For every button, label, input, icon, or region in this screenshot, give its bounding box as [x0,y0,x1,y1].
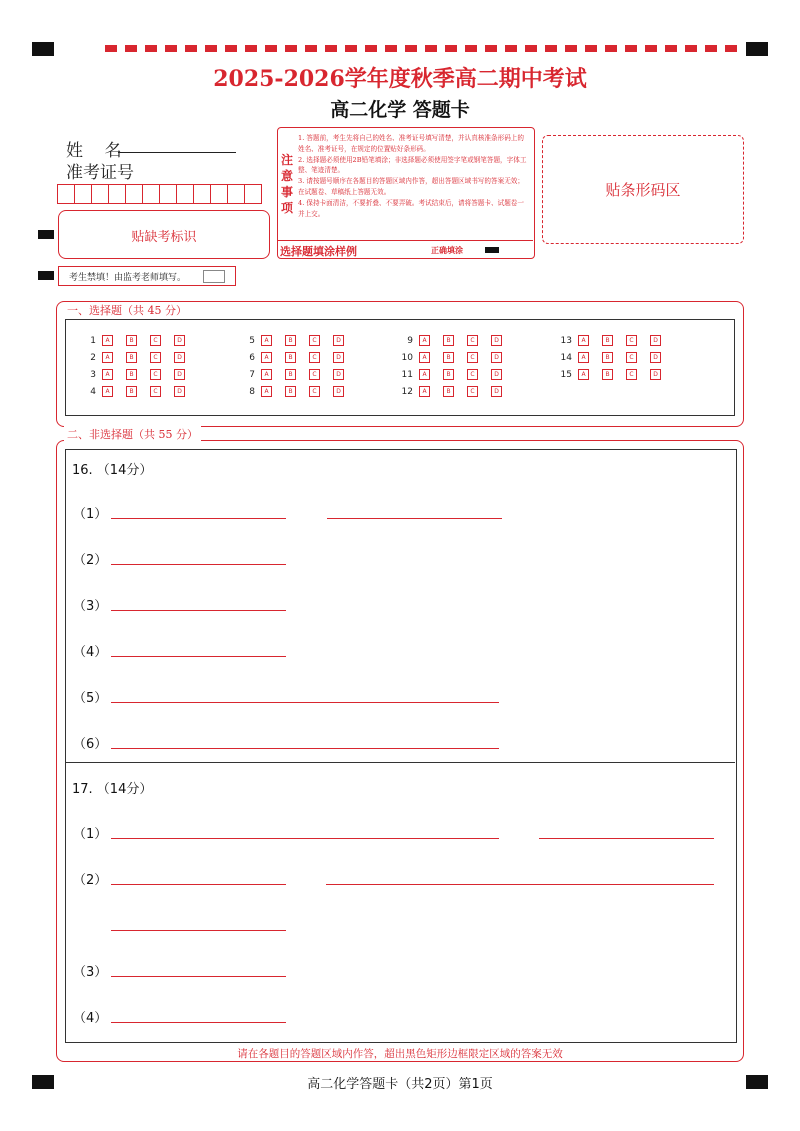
exam-id-cell[interactable] [91,184,109,204]
mc-option-bubble[interactable]: C [309,369,320,380]
section-1-title: 一、选择题（共 45 分） [64,302,190,318]
mc-option-bubble[interactable]: C [150,386,161,397]
mc-question-number: 8 [249,386,255,397]
q16-part-1-label: （1） [73,507,108,522]
mc-option-bubble[interactable]: A [261,386,272,397]
q17-heading: 17. （14分） [72,782,153,797]
q17-part-1-label: （1） [73,827,108,842]
mc-option-bubble[interactable]: A [578,335,589,346]
mc-question-row [397,335,515,346]
notice-text [298,133,530,219]
mc-option-bubble[interactable]: C [626,352,637,363]
exam-id-cell[interactable] [244,184,262,204]
exam-id-grid[interactable] [57,184,261,204]
question-divider [66,762,735,763]
q17-2-answer-line-a[interactable] [111,884,286,885]
notice-item: 3. 请按题号顺序在各题目的答题区域内作答，超出答题区域书写的答案无效；在试题卷、草稿纸上答题无效。 [298,177,524,196]
mc-option-bubble[interactable]: C [626,335,637,346]
mc-option-bubble[interactable]: C [467,386,478,397]
mc-option-bubble[interactable]: B [126,369,137,380]
q17-part-3-label: （3） [73,965,108,980]
q16-part-4-label: （4） [73,645,108,660]
timing-mark [38,230,54,239]
mc-option-bubble[interactable]: C [150,335,161,346]
correct-fill-label: 正确填涂 [431,246,463,255]
mc-option-bubble[interactable]: D [333,386,344,397]
mc-question-row [80,386,198,397]
registration-mark-top-left [32,42,54,56]
mc-option-bubble[interactable]: C [309,335,320,346]
mc-question-number: 5 [249,335,255,346]
mc-option-bubble[interactable]: A [419,352,430,363]
q17-4-answer-line[interactable] [111,1022,286,1023]
mc-option-bubble[interactable]: D [333,352,344,363]
mc-option-bubble[interactable]: C [309,386,320,397]
mc-option-bubble[interactable]: C [309,352,320,363]
mc-option-bubble[interactable]: C [467,369,478,380]
notice-side-title: 注意事项 [280,153,293,215]
q17-1-answer-line-a[interactable] [111,838,499,839]
exam-id-cell[interactable] [176,184,194,204]
notice-item: 1. 答题前，考生先将自己的姓名、准考证号填写清楚，并认真核准条形码上的姓名、准考证号，在规定的位置贴好条形码。 [298,134,524,153]
mc-option-bubble[interactable]: B [602,352,613,363]
mc-question-row [556,352,674,363]
exam-id-cell[interactable] [142,184,160,204]
q17-1-answer-line-b[interactable] [539,838,714,839]
mc-option-bubble[interactable]: A [102,369,113,380]
free-response-frame [65,449,737,1043]
multiple-choice-frame [65,319,735,416]
exam-id-cell[interactable] [57,184,75,204]
mc-option-bubble[interactable]: A [419,369,430,380]
proctor-note: 考生禁填！由监考老师填写。 [69,273,187,283]
mc-option-bubble[interactable]: C [150,352,161,363]
mc-option-bubble[interactable]: B [126,335,137,346]
q16-3-answer-line[interactable] [111,610,286,611]
mc-option-bubble[interactable]: B [602,369,613,380]
name-label: 姓 名 [66,141,122,161]
q17-part-2-label: （2） [73,873,108,888]
exam-id-cell[interactable] [210,184,228,204]
mc-question-row [239,386,357,397]
barcode-label: 贴条形码区 [605,181,681,199]
fill-sample-label: 选择题填涂样例 [280,245,357,258]
mc-question-row [239,352,357,363]
q17-2-answer-line-b[interactable] [326,884,714,885]
q16-6-answer-line[interactable] [111,748,499,749]
absent-sticker-box[interactable] [58,210,270,259]
mc-option-bubble[interactable]: D [650,369,661,380]
answer-area-warning: 请在各题目的答题区域内作答，超出黑色矩形边框限定区域的答案无效 [237,1048,563,1060]
mc-option-bubble[interactable]: A [102,352,113,363]
mc-option-bubble[interactable]: B [285,369,296,380]
mc-option-bubble[interactable]: D [333,335,344,346]
mc-question-number: 11 [401,369,413,380]
q16-2-answer-line[interactable] [111,564,286,565]
mc-option-bubble[interactable]: B [285,352,296,363]
mc-option-bubble[interactable]: D [174,369,185,380]
proctor-check-box[interactable] [203,270,225,283]
mc-question-row [80,352,198,363]
mc-option-bubble[interactable]: A [261,369,272,380]
mc-question-number: 6 [249,352,255,363]
mc-option-bubble[interactable]: D [650,352,661,363]
mc-option-bubble[interactable]: A [261,335,272,346]
absent-sticker-label: 贴缺考标识 [131,230,197,245]
mc-question-row [397,352,515,363]
mc-question-number: 2 [90,352,96,363]
exam-id-cell[interactable] [227,184,245,204]
q16-heading: 16. （14分） [72,463,153,478]
mc-option-bubble[interactable]: D [174,352,185,363]
mc-option-bubble[interactable]: D [333,369,344,380]
mc-option-bubble[interactable]: D [174,386,185,397]
mc-option-bubble[interactable]: D [174,335,185,346]
mc-question-row [80,335,198,346]
fill-sample-row [277,240,533,258]
q16-part-3-label: （3） [73,599,108,614]
mc-option-bubble[interactable]: B [443,335,454,346]
exam-id-cell[interactable] [159,184,177,204]
mc-option-bubble[interactable]: D [491,335,502,346]
mc-question-number: 3 [90,369,96,380]
mc-option-bubble[interactable]: D [491,386,502,397]
mc-option-bubble[interactable]: A [102,386,113,397]
q16-4-answer-line[interactable] [111,656,286,657]
mc-option-bubble[interactable]: B [285,335,296,346]
timing-mark [38,271,54,280]
barcode-area[interactable] [542,135,744,244]
mc-question-number: 4 [90,386,96,397]
mc-option-bubble[interactable]: A [261,352,272,363]
name-field[interactable] [118,152,236,153]
registration-mark-top-right [746,42,768,56]
mc-question-number: 7 [249,369,255,380]
mc-question-number: 14 [560,352,572,363]
mc-option-bubble[interactable]: A [102,335,113,346]
mc-option-bubble[interactable]: C [626,369,637,380]
exam-id-cell[interactable] [193,184,211,204]
mc-question-number: 1 [90,335,96,346]
mc-option-bubble[interactable]: B [602,335,613,346]
mc-option-bubble[interactable]: B [126,386,137,397]
mc-question-row [80,369,198,380]
mc-option-bubble[interactable]: A [419,386,430,397]
q16-part-6-label: （6） [73,737,108,752]
dashed-header-bar [105,45,740,52]
q17-2-answer-line-c[interactable] [111,930,286,931]
mc-question-number: 15 [560,369,572,380]
mc-question-number: 13 [560,335,572,346]
mc-option-bubble[interactable]: B [443,369,454,380]
mc-option-bubble[interactable]: B [285,386,296,397]
mc-question-row [239,335,357,346]
mc-question-number: 10 [401,352,413,363]
exam-id-cell[interactable] [74,184,92,204]
q17-part-4-label: （4） [73,1011,108,1026]
exam-id-cell[interactable] [108,184,126,204]
q16-part-2-label: （2） [73,553,108,568]
mc-question-number: 12 [401,386,413,397]
mc-option-bubble[interactable]: C [150,369,161,380]
mc-question-row [556,335,674,346]
notice-item: 4. 保持卡面清洁，不要折叠、不要弄破。考试结束后，请将答题卡、试题卷一并上交。 [298,198,524,218]
proctor-note-box [58,266,236,286]
q16-1-answer-line-a[interactable] [111,518,286,519]
notice-item: 2. 选择题必须使用2B铅笔填涂；非选择题必须使用签字笔或钢笔答题，字体工整、笔迹清楚。 [298,155,527,175]
mc-question-row [239,369,357,380]
card-subtitle: 高二化学 答题卡 [330,99,470,121]
mc-option-bubble[interactable]: D [491,352,502,363]
correct-fill-sample [485,247,499,253]
q16-5-answer-line[interactable] [111,702,499,703]
mc-option-bubble[interactable]: B [126,352,137,363]
mc-question-row [556,369,674,380]
section-2-title: 二、非选择题（共 55 分） [64,426,201,442]
mc-option-bubble[interactable]: A [419,335,430,346]
mc-option-bubble[interactable]: B [443,352,454,363]
mc-option-bubble[interactable]: A [578,369,589,380]
exam-id-cell[interactable] [125,184,143,204]
mc-option-bubble[interactable]: C [467,335,478,346]
page-footer: 高二化学答题卡（共2页）第1页 [307,1077,493,1092]
mc-option-bubble[interactable]: D [491,369,502,380]
exam-title: 2025-2026学年度秋季高二期中考试 [213,66,587,92]
q16-part-5-label: （5） [73,691,108,706]
q16-1-answer-line-b[interactable] [327,518,502,519]
mc-question-number: 9 [407,335,413,346]
mc-option-bubble[interactable]: D [650,335,661,346]
q17-3-answer-line[interactable] [111,976,286,977]
mc-option-bubble[interactable]: B [443,386,454,397]
mc-question-row [397,369,515,380]
mc-option-bubble[interactable]: C [467,352,478,363]
exam-id-label: 准考证号 [66,163,134,183]
mc-question-row [397,386,515,397]
mc-option-bubble[interactable]: A [578,352,589,363]
